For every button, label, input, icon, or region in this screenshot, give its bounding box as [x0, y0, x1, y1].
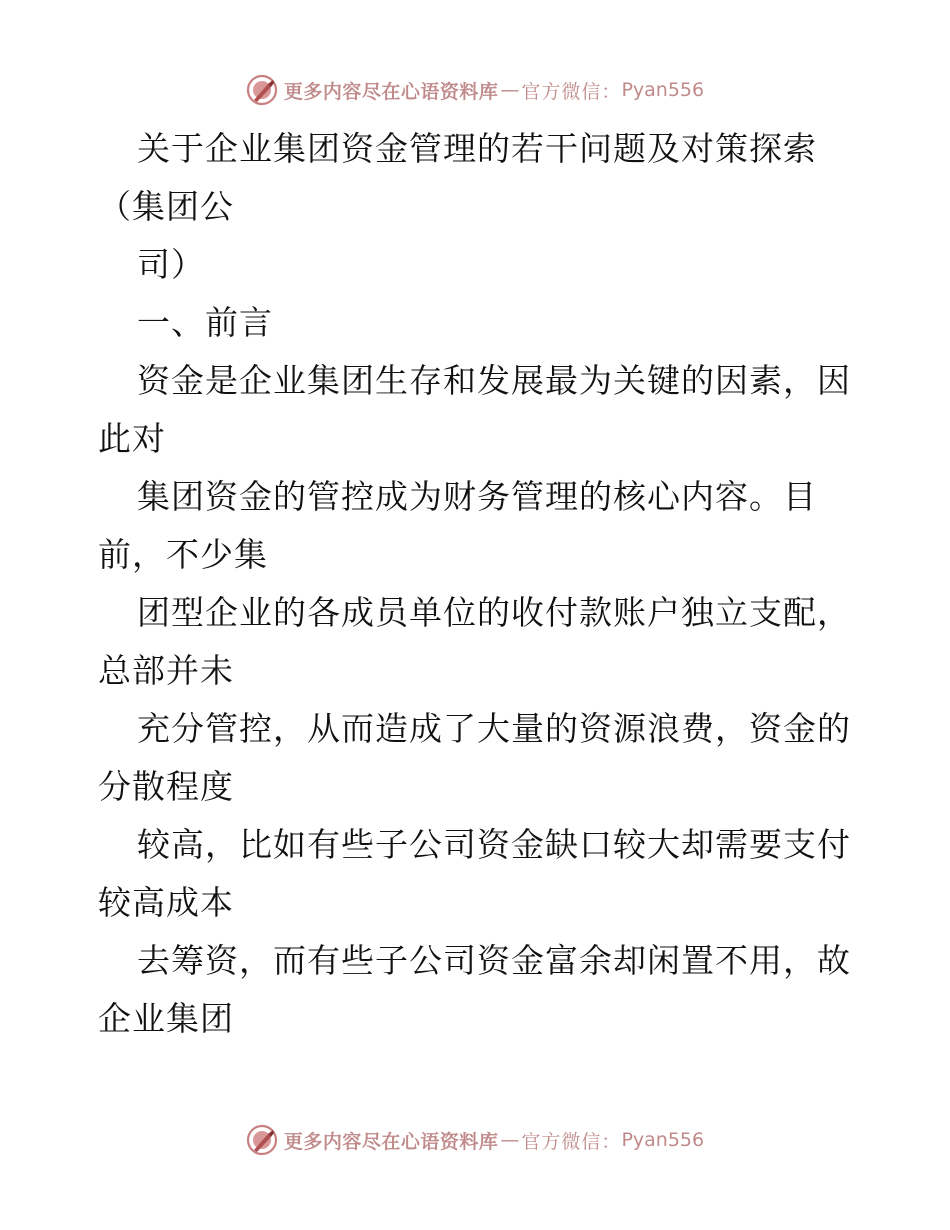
paragraph-line: 较高，比如有些子公司资金缺口较大却需要支付: [137, 825, 851, 864]
document-title-line-3: 司）: [137, 245, 205, 284]
paragraph-line: 资金是企业集团生存和发展最为关键的因素，因: [137, 361, 851, 400]
paragraph-line: 前，不少集: [98, 535, 268, 574]
section-heading-preface: 一、前言: [137, 303, 273, 342]
footer-wechat-label: 官方微信：: [521, 1130, 622, 1153]
header-banner: [0, 70, 950, 110]
footer-wechat-id: Pyan556: [621, 1129, 705, 1151]
footer-dash: —: [500, 1129, 520, 1151]
header-brand-text: 更多内容尽在心语资料库: [283, 80, 499, 103]
footer-banner: [0, 1120, 950, 1160]
document-title-line-1: 关于企业集团资金管理的若干问题及对策探索: [137, 129, 817, 168]
document-title-line-2: （集团公: [98, 187, 234, 226]
pen-logo-icon: [246, 1124, 278, 1156]
paragraph-line: 企业集团: [98, 999, 234, 1038]
footer-brand-text: 更多内容尽在心语资料库: [283, 1130, 499, 1153]
paragraph-line: 去筹资，而有些子公司资金富余却闲置不用，故: [137, 941, 851, 980]
paragraph-line: 较高成本: [98, 883, 234, 922]
pen-logo-icon: [246, 74, 278, 106]
paragraph-line: 集团资金的管控成为财务管理的核心内容。目: [137, 477, 817, 516]
paragraph-line: 总部并未: [98, 651, 234, 690]
paragraph-line: 团型企业的各成员单位的收付款账户独立支配，: [137, 593, 851, 632]
paragraph-line: 此对: [98, 419, 166, 458]
document-body: [98, 120, 858, 1048]
paragraph-line: 分散程度: [98, 767, 234, 806]
header-wechat-label: 官方微信：: [521, 80, 622, 103]
paragraph-line: 充分管控，从而造成了大量的资源浪费，资金的: [137, 709, 851, 748]
header-wechat-id: Pyan556: [621, 79, 705, 101]
header-dash: —: [500, 79, 520, 101]
